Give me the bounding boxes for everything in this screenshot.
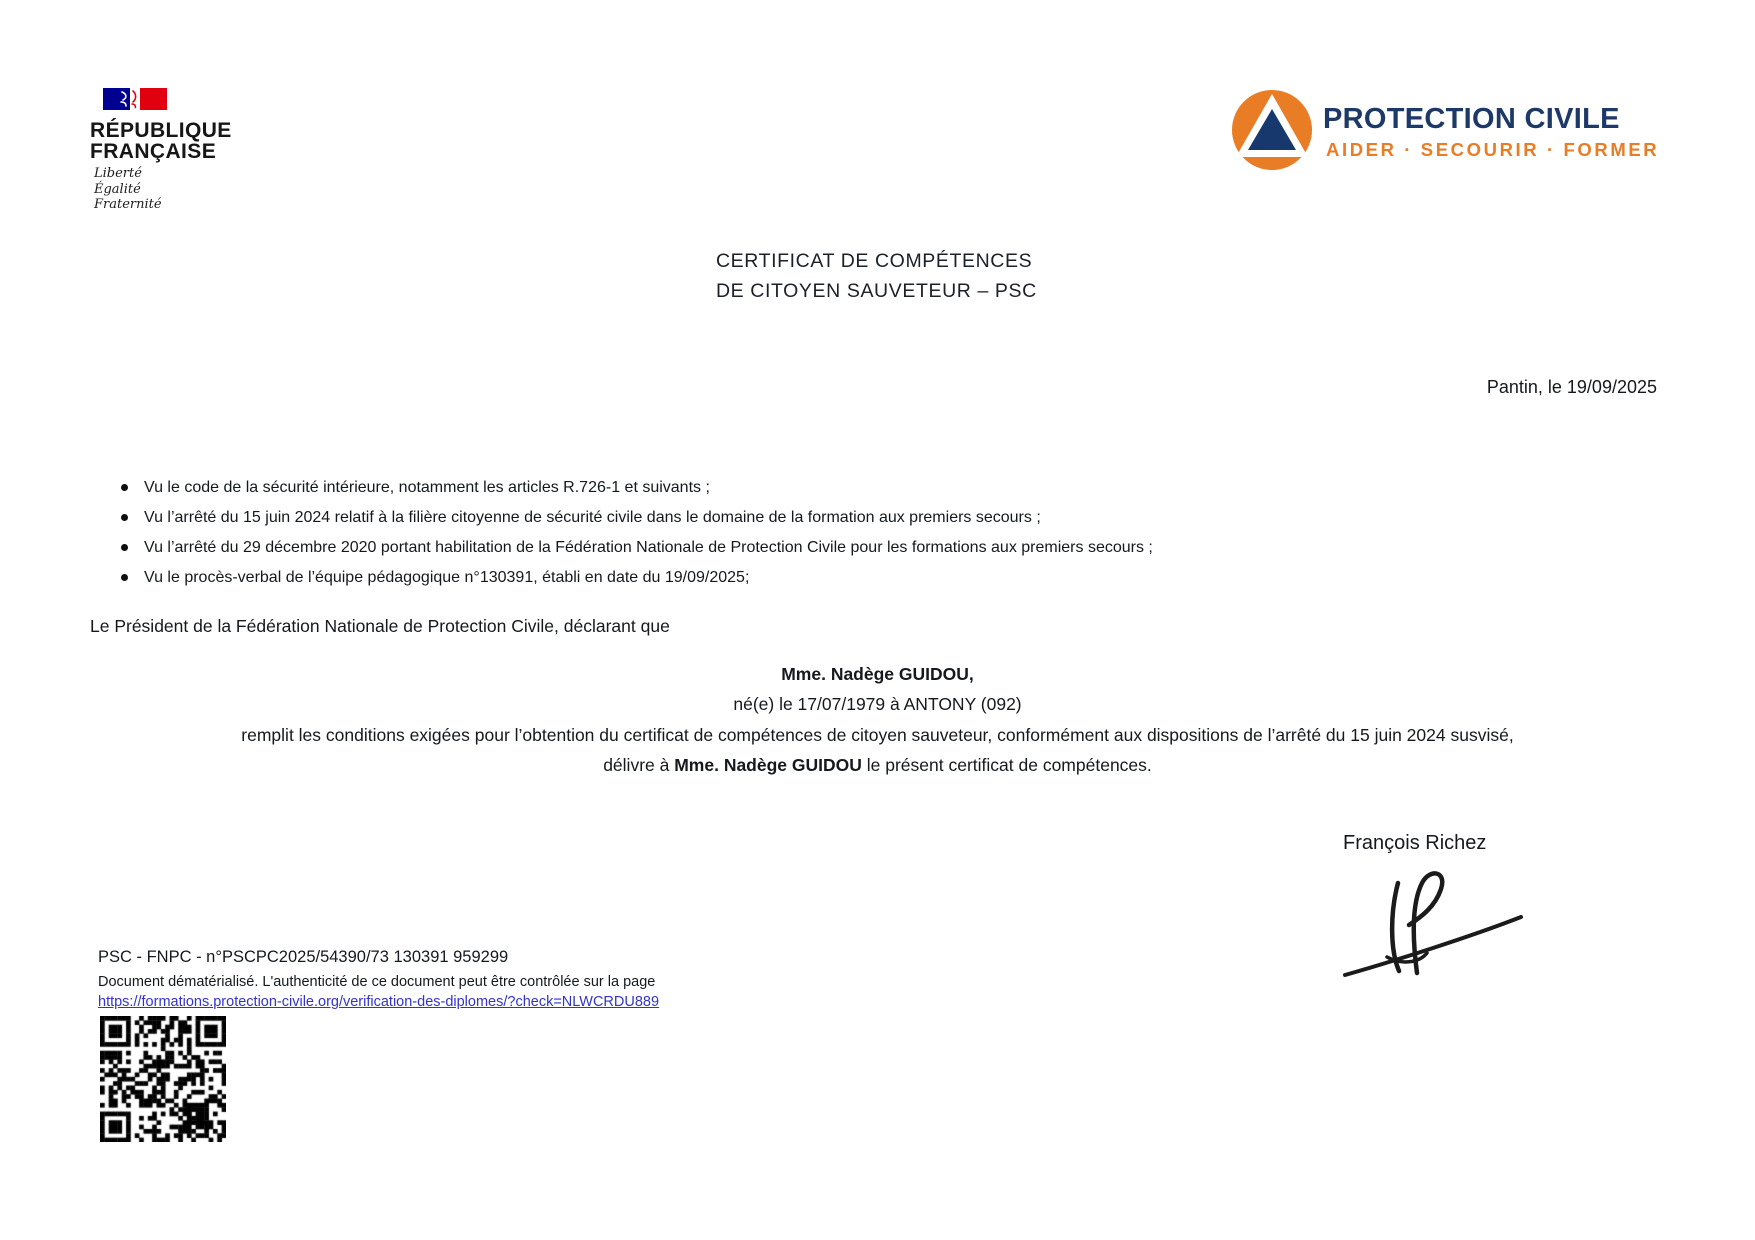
declaration-intro: Le Président de la Fédération Nationale de Protection Civile, déclarant que bbox=[90, 616, 670, 636]
recital-item bbox=[121, 569, 1521, 586]
rf-motto-egalite: Égalité bbox=[94, 181, 141, 197]
recipient-name: Mme. Nadège GUIDOU, bbox=[781, 664, 974, 684]
bullet-icon bbox=[121, 544, 128, 551]
rf-motto-fraternite: Fraternité bbox=[94, 197, 162, 212]
conditions-line: remplit les conditions exigées pour l’obtention du certificat de compétences de citoyen sauveteur, conformément aux dispositions de l’arrêté du 15 juin 2024 susvisé, bbox=[241, 725, 1514, 745]
qr-code bbox=[100, 1016, 226, 1142]
dematerialized-note: Document dématérialisé. L'authenticité de ce document peut être contrôlée sur la page bbox=[98, 974, 656, 990]
bullet-icon bbox=[121, 514, 128, 521]
rf-logo bbox=[90, 88, 232, 213]
recitals-list bbox=[121, 479, 1521, 599]
certificate-reference: PSC - FNPC - n°PSCPC2025/54390/73 130391 959299 bbox=[98, 948, 509, 966]
bullet-icon bbox=[121, 574, 128, 581]
recital-item bbox=[121, 539, 1521, 556]
recital-text: Vu l’arrêté du 15 juin 2024 relatif à la filière citoyenne de sécurité civile dans le domaine de la formation aux premiers secours ; bbox=[144, 509, 1041, 526]
pc-logo-wordmark: PROTECTION CIVILE bbox=[1323, 103, 1620, 135]
signer-name: François Richez bbox=[1343, 832, 1487, 854]
recital-text: Vu le code de la sécurité intérieure, notamment les articles R.726-1 et suivants ; bbox=[144, 479, 710, 496]
delivery-prefix: délivre à bbox=[603, 755, 675, 775]
bullet-icon bbox=[121, 484, 128, 491]
certificate-title-line1: CERTIFICAT DE COMPÉTENCES bbox=[716, 250, 1033, 272]
recital-item bbox=[121, 509, 1521, 526]
place-date: Pantin, le 19/09/2025 bbox=[1486, 377, 1657, 397]
protection-civile-icon bbox=[1231, 89, 1313, 176]
rf-motto-liberte: Liberté bbox=[94, 166, 142, 181]
birth-line: né(e) le 17/07/1979 à ANTONY (092) bbox=[733, 694, 1022, 714]
signature-image bbox=[1335, 865, 1530, 988]
verification-link[interactable]: https://formations.protection-civile.org/verification-des-diplomes/?check=NLWCRDU889 bbox=[98, 994, 660, 1010]
recital-item bbox=[121, 479, 1521, 496]
delivery-recipient-name: Mme. Nadège GUIDOU bbox=[674, 755, 862, 775]
delivery-line bbox=[0, 755, 1755, 776]
rf-wordmark-line1: RÉPUBLIQUE bbox=[90, 119, 232, 142]
certificate-title-line2: DE CITOYEN SAUVETEUR – PSC bbox=[716, 280, 1037, 302]
pc-logo-tagline: AIDER · SECOURIR · FORMER bbox=[1326, 139, 1660, 160]
recital-text: Vu l’arrêté du 29 décembre 2020 portant habilitation de la Fédération Nationale de Protection Civile pour les formations aux premiers secours ; bbox=[144, 539, 1153, 556]
recital-text: Vu le procès-verbal de l’équipe pédagogique n°130391, établi en date du 19/09/2025; bbox=[144, 569, 750, 586]
certificate-title bbox=[716, 246, 1037, 306]
rf-wordmark-line2: FRANÇAISE bbox=[90, 140, 217, 163]
french-flag-icon bbox=[103, 88, 232, 115]
delivery-suffix: le présent certificat de compétences. bbox=[861, 755, 1152, 775]
